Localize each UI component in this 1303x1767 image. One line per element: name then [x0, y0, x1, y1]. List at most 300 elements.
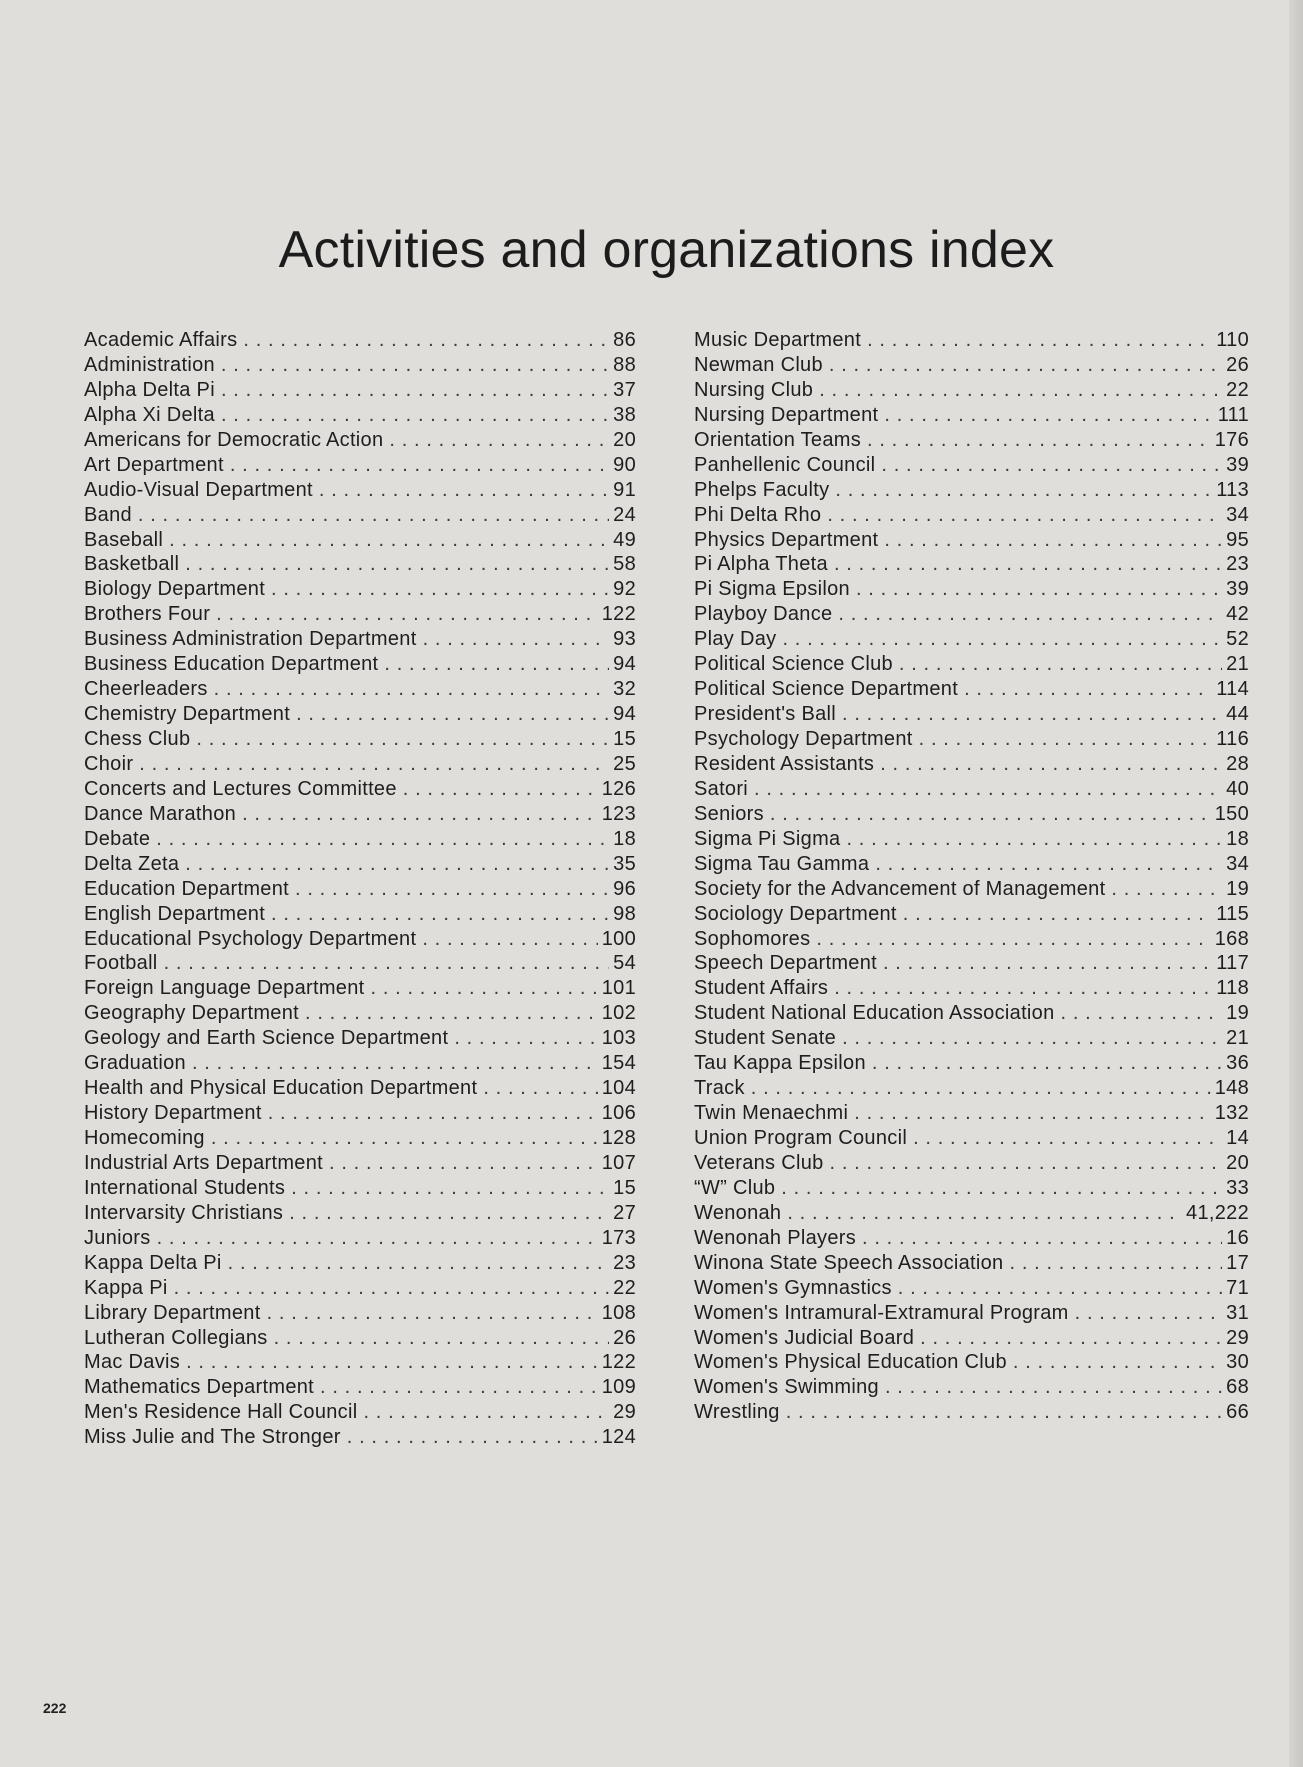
index-entry: [84, 976, 636, 1001]
dot-leader: [819, 378, 1222, 403]
index-entry: [84, 1026, 636, 1051]
dot-leader: [211, 1126, 598, 1151]
dot-leader: [242, 802, 598, 827]
index-entry-name: Academic Affairs: [84, 329, 238, 351]
dot-leader: [782, 627, 1222, 652]
index-entry-page: 39: [1226, 453, 1249, 476]
index-entry-page: 95: [1226, 528, 1249, 551]
index-entry-page: 29: [1226, 1326, 1249, 1349]
index-column-right: [694, 328, 1249, 1425]
dot-leader: [164, 951, 610, 976]
index-entry-name: Women's Judicial Board: [694, 1326, 915, 1349]
index-entry-name: Winona State Speech Association: [694, 1251, 1004, 1274]
index-entry: [694, 1076, 1249, 1101]
index-entry: [84, 378, 636, 403]
index-entry-name: Art Department: [84, 453, 224, 476]
index-entry: [84, 528, 636, 553]
index-entry-name: Nursing Club: [694, 378, 814, 401]
dot-leader: [305, 1001, 598, 1026]
dot-leader: [363, 1400, 609, 1425]
index-entry: [694, 727, 1249, 752]
index-entry-page: 16: [1226, 1226, 1249, 1249]
dot-leader: [883, 951, 1212, 976]
index-entry-name: Union Program Council: [694, 1127, 908, 1149]
index-entry-name: “W” Club: [694, 1176, 776, 1199]
index-entry-name: Mac Davis: [84, 1351, 181, 1374]
index-entry-name: Cheerleaders: [84, 678, 208, 701]
dot-leader: [454, 1026, 597, 1051]
index-entry-page: 66: [1226, 1401, 1249, 1424]
index-entry-page: 20: [1226, 1151, 1249, 1174]
index-entry-page: 25: [613, 752, 636, 775]
dot-leader: [884, 528, 1222, 553]
index-entry: [694, 1251, 1249, 1276]
index-entry-name: Intervarsity Christians: [84, 1201, 284, 1224]
index-entry-page: 18: [613, 827, 636, 850]
index-entry-page: 21: [1226, 653, 1249, 676]
index-entry: [84, 1226, 636, 1251]
index-entry-page: 20: [613, 428, 636, 451]
dot-leader: [1010, 1251, 1223, 1276]
index-entry-page: 103: [601, 1027, 636, 1050]
page-title: Activities and organizations index: [278, 221, 1055, 279]
dot-leader: [875, 852, 1222, 877]
index-entry-page: 33: [1226, 1176, 1249, 1199]
index-entry-name: Debate: [84, 827, 151, 850]
index-entry: [84, 1350, 636, 1375]
index-entry: [694, 951, 1249, 976]
dot-leader: [880, 752, 1222, 777]
index-entry: [694, 927, 1249, 952]
index-entry-name: Student Affairs: [694, 977, 829, 1000]
index-entry-name: Juniors: [84, 1226, 151, 1249]
index-entry-name: Foreign Language Department: [84, 977, 365, 1000]
dot-leader: [867, 328, 1212, 353]
dot-leader: [786, 1400, 1222, 1425]
index-entry-page: 173: [601, 1226, 636, 1249]
index-entry: [84, 827, 636, 852]
index-entry: [84, 602, 636, 627]
index-entry: [84, 552, 636, 577]
index-entry: [84, 951, 636, 976]
index-entry: [694, 1026, 1249, 1051]
index-entry-name: Seniors: [694, 802, 764, 825]
dot-leader: [221, 353, 609, 378]
index-entry-page: 22: [613, 1276, 636, 1299]
dot-leader: [842, 702, 1222, 727]
index-entry-page: 26: [1226, 353, 1249, 376]
index-entry: [694, 752, 1249, 777]
index-entry-page: 36: [1226, 1052, 1249, 1075]
dot-leader: [867, 428, 1211, 453]
index-entry-name: Resident Assistants: [694, 752, 875, 775]
index-entry-page: 35: [613, 852, 636, 875]
index-entry: [84, 1176, 636, 1201]
dot-leader: [156, 827, 609, 852]
index-entry: [84, 403, 636, 428]
index-entry-name: Industrial Arts Department: [84, 1151, 324, 1174]
dot-leader: [834, 552, 1222, 577]
index-entry: [694, 1176, 1249, 1201]
dot-leader: [243, 328, 609, 353]
index-entry-name: Track: [694, 1077, 745, 1100]
index-entry-name: Orientation Teams: [694, 428, 862, 451]
index-entry: [84, 752, 636, 777]
index-entry-name: Miss Julie and The Stronger: [84, 1426, 341, 1449]
index-entry-page: 22: [1226, 378, 1249, 401]
index-entry-name: Football: [84, 952, 158, 975]
index-entry-page: 29: [613, 1401, 636, 1424]
index-entry-name: Kappa Delta Pi: [84, 1251, 222, 1274]
dot-leader: [403, 777, 598, 802]
index-entry-name: Alpha Xi Delta: [84, 403, 215, 426]
dot-leader: [268, 1101, 598, 1126]
index-entry-name: Phi Delta Rho: [694, 503, 822, 526]
index-entry: [694, 478, 1249, 503]
index-entry-page: 96: [613, 877, 636, 900]
index-entry: [84, 677, 636, 702]
index-entry-name: Education Department: [84, 877, 290, 900]
dot-leader: [781, 1176, 1222, 1201]
index-entry-name: Sophomores: [694, 927, 811, 950]
index-entry: [84, 702, 636, 727]
index-entry-page: 102: [601, 1002, 636, 1025]
page-number: 222: [43, 1700, 67, 1716]
index-entry: [694, 353, 1249, 378]
index-entry: [84, 453, 636, 478]
dot-leader: [384, 652, 609, 677]
index-entry-name: Mathematics Department: [84, 1376, 315, 1399]
index-entry-page: 27: [613, 1201, 636, 1224]
index-entry: [84, 927, 636, 952]
index-entry-page: 107: [601, 1151, 636, 1174]
index-entry-name: Panhellenic Council: [694, 453, 876, 476]
dot-leader: [196, 727, 609, 752]
index-entry-name: Speech Department: [694, 952, 877, 975]
index-entry: [84, 902, 636, 927]
index-entry: [84, 777, 636, 802]
index-entry-name: Geology and Earth Science Department: [84, 1027, 449, 1050]
dot-leader: [862, 1226, 1222, 1251]
index-entry: [694, 827, 1249, 852]
index-entry-name: Delta Zeta: [84, 852, 180, 875]
index-entry: [84, 577, 636, 602]
index-entry-name: Physics Department: [694, 528, 879, 551]
dot-leader: [320, 1375, 598, 1400]
index-entry-page: 148: [1214, 1077, 1249, 1100]
index-entry: [694, 378, 1249, 403]
index-entry: [694, 1151, 1249, 1176]
index-entry: [694, 1226, 1249, 1251]
index-entry: [84, 627, 636, 652]
index-entry-page: 113: [1216, 478, 1249, 501]
dot-leader: [835, 478, 1212, 503]
index-entry: [694, 1400, 1249, 1425]
index-entry: [84, 877, 636, 902]
index-entry-page: 176: [1214, 428, 1249, 451]
index-entry-page: 15: [613, 1176, 636, 1199]
index-entry-name: Business Education Department: [84, 653, 379, 676]
index-entry: [694, 1301, 1249, 1326]
dot-leader: [919, 727, 1213, 752]
index-entry-name: Student National Education Association: [694, 1002, 1055, 1025]
dot-leader: [827, 503, 1222, 528]
index-entry-name: Political Science Club: [694, 653, 893, 676]
index-entry: [84, 1126, 636, 1151]
dot-leader: [214, 677, 609, 702]
index-entry-page: 21: [1226, 1027, 1249, 1050]
dot-leader: [884, 403, 1213, 428]
dot-leader: [296, 702, 609, 727]
dot-leader: [846, 827, 1222, 852]
index-entry-name: Psychology Department: [694, 728, 913, 750]
index-entry-name: Health and Physical Education Department: [84, 1077, 478, 1100]
index-entry-page: 111: [1217, 403, 1249, 426]
index-entry-name: Political Science Department: [694, 678, 959, 701]
index-entry: [84, 852, 636, 877]
index-entry-page: 126: [601, 777, 636, 800]
index-entry-page: 90: [613, 453, 636, 476]
index-entry-page: 40: [1226, 777, 1249, 800]
index-entry: [84, 1151, 636, 1176]
index-entry-name: Nursing Department: [694, 403, 879, 426]
index-entry-page: 104: [601, 1077, 636, 1100]
index-entry: [694, 1101, 1249, 1126]
index-entry-page: 18: [1226, 827, 1249, 850]
index-entry-name: English Department: [84, 902, 266, 925]
index-entry-page: 114: [1216, 678, 1249, 701]
index-entry-name: Graduation: [84, 1052, 186, 1075]
dot-leader: [221, 403, 609, 428]
index-entry-name: Audio-Visual Department: [84, 478, 313, 501]
dot-leader: [185, 852, 609, 877]
index-entry: [84, 727, 636, 752]
index-entry-page: 38: [613, 403, 636, 426]
index-entry-page: 34: [1226, 852, 1249, 875]
index-entry-page: 19: [1226, 877, 1249, 900]
index-entry-name: Satori: [694, 777, 749, 800]
index-entry-page: 17: [1226, 1251, 1249, 1274]
dot-leader: [423, 627, 610, 652]
dot-leader: [169, 528, 609, 553]
dot-leader: [770, 802, 1211, 827]
index-entry-page: 122: [601, 603, 636, 626]
index-entry: [694, 902, 1249, 927]
index-entry-page: 100: [601, 927, 636, 950]
dot-leader: [1111, 877, 1222, 902]
index-entry: [694, 1375, 1249, 1400]
index-entry-page: 154: [601, 1052, 636, 1075]
dot-leader: [854, 1101, 1210, 1126]
index-entry-page: 108: [601, 1301, 636, 1324]
dot-leader: [267, 1301, 598, 1326]
dot-leader: [221, 378, 609, 403]
dot-leader: [829, 353, 1222, 378]
index-entry-name: Sociology Department: [694, 902, 897, 925]
dot-leader: [271, 902, 609, 927]
dot-leader: [885, 1375, 1222, 1400]
index-entry-page: 39: [1226, 578, 1249, 601]
dot-leader: [157, 1226, 598, 1251]
index-entry-page: 44: [1226, 703, 1249, 726]
index-entry: [694, 552, 1249, 577]
index-entry-name: Choir: [84, 752, 134, 775]
dot-leader: [230, 453, 609, 478]
index-entry: [694, 976, 1249, 1001]
index-entry-name: Geography Department: [84, 1002, 300, 1025]
dot-leader: [347, 1425, 598, 1450]
index-entry-name: Band: [84, 503, 132, 526]
index-entry-name: Sigma Pi Sigma: [694, 827, 841, 850]
dot-leader: [319, 478, 609, 503]
index-entry: [694, 528, 1249, 553]
index-entry: [694, 577, 1249, 602]
index-entry: [84, 652, 636, 677]
index-entry-page: 42: [1226, 603, 1249, 626]
index-entry-name: Alpha Delta Pi: [84, 378, 215, 401]
index-entry: [694, 1350, 1249, 1375]
index-entry-name: Veterans Club: [694, 1151, 824, 1174]
index-entry-page: 92: [613, 578, 636, 601]
index-entry: [84, 1001, 636, 1026]
dot-leader: [271, 577, 609, 602]
dot-leader: [1075, 1301, 1222, 1326]
index-entry-name: International Students: [84, 1176, 286, 1199]
index-entry-page: 91: [613, 478, 636, 501]
dot-leader: [389, 428, 609, 453]
index-entry-page: 68: [1226, 1376, 1249, 1399]
index-entry-page: 86: [613, 329, 636, 351]
dot-leader: [174, 1276, 610, 1301]
dot-leader: [228, 1251, 610, 1276]
index-entry-page: 128: [601, 1127, 636, 1149]
index-entry-page: 168: [1214, 927, 1249, 950]
index-entry: [694, 1001, 1249, 1026]
index-entry-page: 106: [601, 1102, 636, 1125]
dot-leader: [192, 1051, 598, 1076]
index-entry-page: 110: [1216, 329, 1249, 351]
index-entry-name: Women's Intramural-Extramural Program: [694, 1301, 1069, 1324]
index-entry: [694, 652, 1249, 677]
index-entry-name: Baseball: [84, 528, 164, 551]
dot-leader: [139, 752, 609, 777]
dot-leader: [483, 1076, 597, 1101]
index-entry-name: Chemistry Department: [84, 703, 291, 726]
index-entry-page: 101: [601, 977, 636, 1000]
index-entry-page: 94: [613, 703, 636, 726]
dot-leader: [289, 1201, 609, 1226]
index-entry-page: 15: [613, 728, 636, 750]
index-entry-name: Women's Gymnastics: [694, 1276, 892, 1299]
index-entry-page: 118: [1216, 977, 1249, 1000]
index-entry: [694, 328, 1249, 353]
index-entry-name: Homecoming: [84, 1127, 205, 1149]
index-entry-name: Twin Menaechmi: [694, 1102, 849, 1125]
dot-leader: [274, 1326, 610, 1351]
dot-leader: [903, 902, 1212, 927]
index-entry-name: Women's Physical Education Club: [694, 1351, 1007, 1374]
index-entry: [84, 1101, 636, 1126]
dot-leader: [1013, 1350, 1222, 1375]
index-entry-name: Playboy Dance: [694, 603, 833, 626]
index-entry: [694, 1201, 1249, 1226]
index-entry-page: 23: [613, 1251, 636, 1274]
index-entry-name: History Department: [84, 1102, 262, 1125]
index-entry: [694, 453, 1249, 478]
index-entry: [694, 802, 1249, 827]
index-entry-page: 23: [1226, 553, 1249, 576]
dot-leader: [834, 976, 1212, 1001]
index-entry: [694, 1326, 1249, 1351]
index-entry: [694, 602, 1249, 627]
dot-leader: [899, 652, 1222, 677]
index-entry-page: 26: [613, 1326, 636, 1349]
index-entry-page: 150: [1214, 802, 1249, 825]
index-entry-page: 115: [1216, 902, 1249, 925]
dot-leader: [872, 1051, 1222, 1076]
dot-leader: [816, 927, 1210, 952]
index-entry-name: Women's Swimming: [694, 1376, 879, 1399]
dot-leader: [1061, 1001, 1223, 1026]
index-entry: [84, 1326, 636, 1351]
index-entry: [84, 802, 636, 827]
index-entry-name: Americans for Democratic Action: [84, 428, 384, 451]
index-entry-page: 32: [613, 678, 636, 701]
index-entry-name: Tau Kappa Epsilon: [694, 1052, 866, 1075]
index-entry-page: 14: [1226, 1127, 1249, 1149]
dot-leader: [216, 602, 598, 627]
index-entry-name: Music Department: [694, 329, 862, 351]
dot-leader: [186, 1350, 598, 1375]
index-entry-name: Society for the Advancement of Management: [694, 877, 1106, 900]
index-entry-page: 109: [601, 1376, 636, 1399]
index-entry: [694, 403, 1249, 428]
index-entry-name: Library Department: [84, 1301, 261, 1324]
index-entry-name: Wenonah Players: [694, 1226, 856, 1249]
dot-leader: [371, 976, 598, 1001]
dot-leader: [754, 777, 1222, 802]
index-entry-page: 122: [601, 1351, 636, 1374]
index-entry-name: Concerts and Lectures Committee: [84, 777, 397, 800]
index-entry-name: Student Senate: [694, 1027, 837, 1050]
index-entry: [84, 478, 636, 503]
index-entry-page: 19: [1226, 1002, 1249, 1025]
index-entry-page: 30: [1226, 1351, 1249, 1374]
index-entry: [694, 677, 1249, 702]
index-entry-name: Pi Alpha Theta: [694, 553, 828, 576]
index-entry: [84, 1276, 636, 1301]
index-entry-page: 58: [613, 553, 636, 576]
dot-leader: [751, 1076, 1211, 1101]
index-entry-name: Dance Marathon: [84, 802, 237, 825]
index-entry-name: Chess Club: [84, 728, 191, 750]
index-entry-name: Play Day: [694, 628, 777, 651]
index-entry: [84, 1251, 636, 1276]
index-entry-page: 24: [613, 503, 636, 526]
dot-leader: [920, 1326, 1222, 1351]
index-entry-name: Wenonah: [694, 1201, 782, 1224]
index-entry: [84, 1375, 636, 1400]
index-entry: [694, 1126, 1249, 1151]
dot-leader: [138, 503, 609, 528]
index-entry-page: 34: [1226, 503, 1249, 526]
dot-leader: [856, 577, 1222, 602]
index-entry: [84, 1201, 636, 1226]
index-entry-page: 124: [601, 1426, 636, 1449]
index-column-left: [84, 328, 636, 1450]
index-entry: [694, 877, 1249, 902]
dot-leader: [422, 927, 597, 952]
